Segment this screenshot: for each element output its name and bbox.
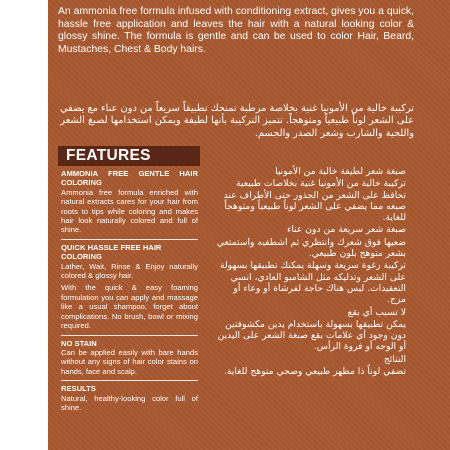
feature-text: Natural, healthy-looking color full of shine. (61, 393, 198, 412)
feature-text-secondary: With the quick & easy foaming formulation you can apply and massage like a usual shampoo, forget about complications. No brush, bowl or mixing required. (61, 283, 198, 331)
feature-text: Ammonia free formula enriched with natural extracts cares for your hair from roots to tips while coloring and makes hair look naturally colored and full of shine. (61, 187, 198, 235)
feature-heading: QUICK HASSLE FREE HAIR COLORING (61, 242, 162, 262)
arabic-feature-line: تركيبة رغوة سريعة وسهلة يمكنك تطبيقها بسهولة على الشعر وتدليكه مثل الشامبو العادي، انسي التعقيدات. ليس هناك حاجة لفرشاة أو وعاء أو مزج. (219, 260, 406, 306)
feature-no-stain (61, 339, 198, 377)
arabic-feature-line: لا تسبب أي بقع (347, 306, 406, 318)
arabic-feature-line: النتائج (383, 353, 406, 365)
divider (61, 380, 198, 381)
features-arabic-column (216, 166, 406, 378)
feature-heading: AMMONIA FREE GENTLE HAIR COLORING (61, 169, 198, 188)
feature-heading: NO STAIN (61, 338, 97, 348)
features-english-column (61, 169, 198, 415)
divider (61, 239, 198, 240)
feature-heading: RESULTS (61, 384, 96, 394)
intro-english-text: An ammonia free formula infused with conditioning extract, gives you a quick, hassle free application and leaves the hair with a natural looking color & glossy shine. The formula is gentle and can be used to color Hair, Beard, Mustaches, Chest & Body hairs. (58, 6, 414, 55)
arabic-feature-line: يمكن تطبيقها بسهولة باستخدام يدين مكشوفتين دون وجود أي علامات بقع صبغة الشعر على اليدين أو الوجه أو فروة الرأس. (217, 318, 406, 353)
arabic-feature-line: تركيبة خالية من الأمونيا غنية بخلاصات طبيعية تحافظ على الشعر من الجذور حتى الأطراف عند صبغه مما يضفي على الشعر لوناً طبيعياً ومتوهجاً للغاية. (223, 178, 406, 224)
arabic-feature-line: صبغة شعر سريعة من دون عناء (287, 224, 406, 236)
feature-text: Lather, Wait, Rinse & Enjoy naturally colored & glossy hair. (61, 261, 198, 281)
features-heading: FEATURES (66, 147, 151, 164)
divider (61, 335, 198, 336)
feature-results (61, 384, 198, 412)
feature-ammonia-free (61, 169, 198, 235)
feature-quick-coloring (61, 243, 198, 331)
arabic-feature-line: تضفي لوناً ذا مظهر طبيعي وصحي متوهج للغاية. (223, 366, 406, 378)
arabic-feature-line: ضعيها فوق شعرك وانتظري ثم اشطفيه واستمتعي بشعر متوهج بلون طبيعي. (216, 236, 406, 260)
arabic-feature-line: صبغة شعر لطيفة خالية من الأمونيا (275, 166, 406, 177)
intro-arabic-text: تركيبة خالية من الأمونيا غنية بخلاصة مرطبة تمنحك تطبيقاً سريعاً من دون عناء مع يضفي على الشعر لوناً طبيعياً ومتوهجاً. تتميز التركيبة بأنها لطيفة ويمكن استخدامها لصبغ الشعر واللحية والشارب وشعر الصدر والجسم. (60, 103, 414, 139)
feature-text: Can be applied easily with bare hands without any signs of hair color stains on hands, face and scalp. (61, 347, 198, 376)
